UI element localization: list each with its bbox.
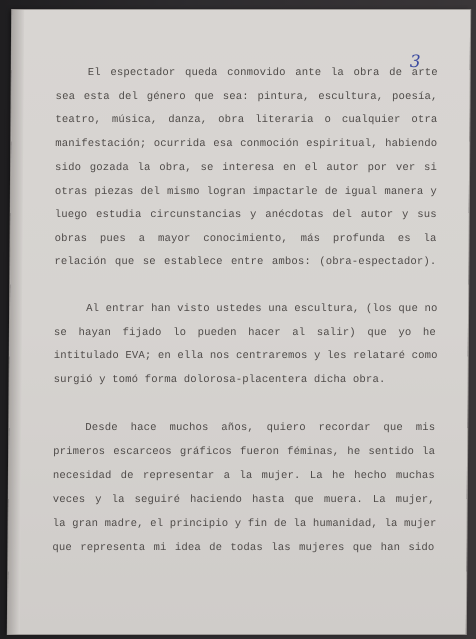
paragraph-1-line-6: otras piezas del mismo logran impactarle de igual manera y (54, 186, 437, 198)
typewritten-page (8, 10, 470, 634)
paragraph-1-line-2: sea esta del género que sea: pintura, escultura, poesía, (55, 91, 438, 103)
paragraph-3-line-2: primeros escarceos gráficos fueron féminas, he sentido la (53, 446, 436, 458)
page-number: 3 (409, 52, 421, 72)
paragraph-3-line-3: necesidad de representar a la mujer. La he hecho muchas (52, 470, 435, 482)
paragraph-1-line-1: El espectador queda conmovido ante la obra de arte (87, 67, 438, 79)
page-text (8, 10, 470, 634)
paragraph-3-line-4: veces y la seguiré haciendo hasta que muera. La mujer, (52, 494, 435, 506)
paragraph-2-line-4: surgió y tomó forma dolorosa-placentera dicha obra. (53, 374, 386, 386)
paragraph-2-line-2: se hayan fijado lo pueden hacer al salir) que yo he (53, 327, 436, 339)
paragraph-1-line-8: obras pues a mayor conocimiento, más profunda es la (54, 233, 437, 245)
paragraph-1-line-3: teatro, música, danza, obra literaria o cualquier otra (55, 114, 438, 126)
paragraph-2-line-3: intitulado EVA; en ella nos centraremos y les relataré como (53, 350, 438, 362)
paragraph-2-line-1: Al entrar han visto ustedes una escultura, (los que no (86, 303, 438, 315)
paragraph-1-line-7: luego estudia circunstancias y anécdotas del autor y sus (54, 209, 437, 221)
paragraph-3-line-5: la gran madre, el principio y fin de la humanidad, la mujer (52, 518, 437, 530)
paragraph-3-line-6: que representa mi idea de todas las mujeres que han sido (52, 542, 435, 554)
paragraph-3-line-1: Desde hace muchos años, quiero recordar que mis (85, 422, 436, 434)
paragraph-1-line-9: relación que se establece entre ambos: (obra-espectador). (54, 256, 437, 268)
paragraph-1-line-4: manifestación; ocurrida esa conmoción espiritual, habiendo (55, 138, 438, 150)
paragraph-1-line-5: sido gozada la obra, se interesa en el autor por ver si (55, 162, 438, 174)
